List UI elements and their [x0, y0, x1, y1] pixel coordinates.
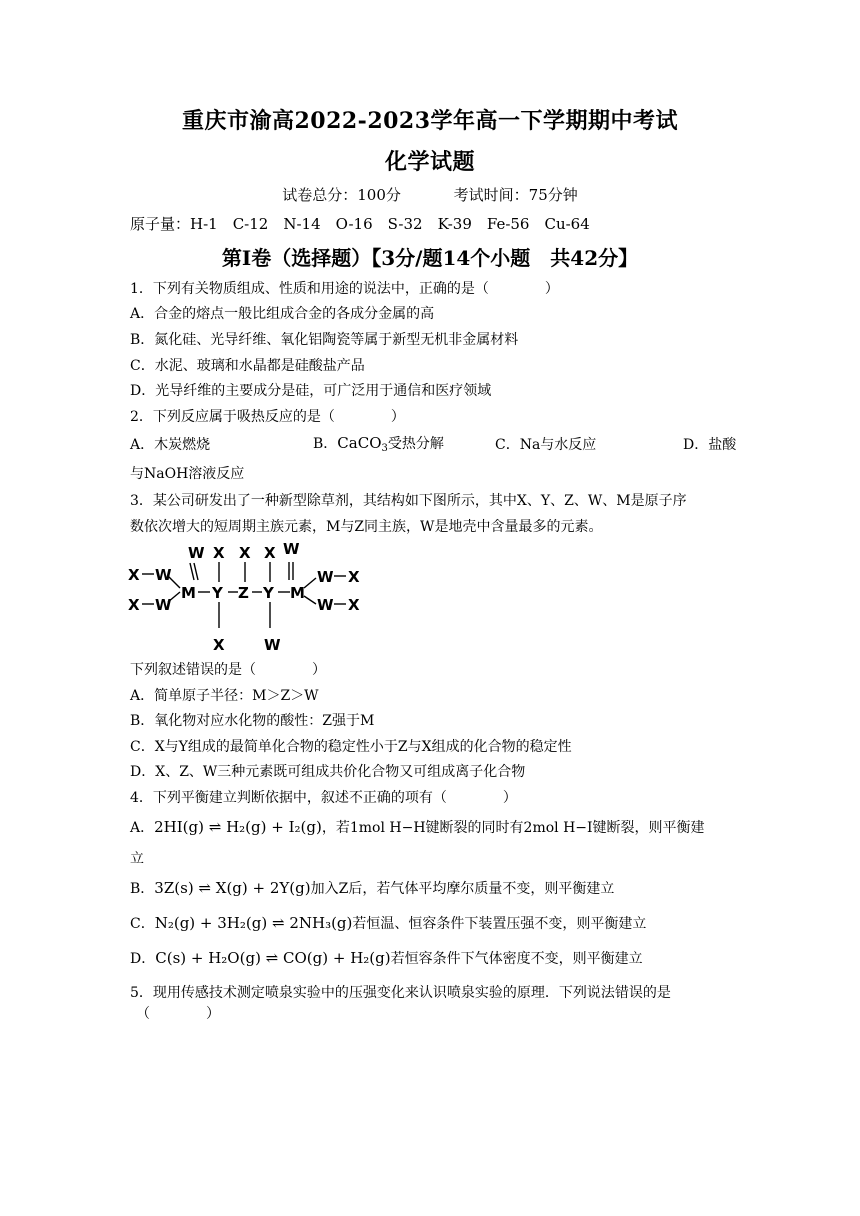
q2-stem: 2．下列反应属于吸热反应的是（ ）: [130, 409, 405, 425]
q3-option-d: D．X、Z、W三种元素既可组成共价化合物又可组成离子化合物: [130, 764, 526, 780]
q4-option-b: [130, 878, 614, 899]
atom-y: Y: [212, 584, 223, 602]
q5-blank: （ ）: [136, 1006, 220, 1022]
atom-x: W: [264, 636, 281, 654]
q2-option-b-subscript: 3: [381, 443, 388, 454]
atom-x: X: [264, 544, 276, 562]
q2-option-d: D．盐酸: [683, 437, 737, 453]
atom-m: M: [181, 584, 196, 602]
q4-option-d-label: D．: [130, 951, 156, 967]
q3-option-b: B．氧化物对应水化物的酸性：Z强于M: [130, 713, 375, 729]
q4-option-d-equation: C(s) + H₂O(g) ⇌ CO(g) + H₂(g): [155, 949, 391, 967]
q4-option-a-equation: 2HI(g) ⇌ H₂(g) + I₂(g): [154, 818, 322, 836]
q1-option-d: D．光导纤维的主要成分是硅，可广泛用于通信和医疗领域: [130, 383, 492, 399]
exam-info: [0, 184, 860, 205]
q4-option-b-text: 加入Z后，若气体平均摩尔质量不变，则平衡建立: [310, 881, 615, 897]
q4-option-b-equation: 3Z(s) ⇌ X(g) + 2Y(g): [154, 879, 311, 897]
q4-option-c-text: 若恒温、恒容条件下装置压强不变，则平衡建立: [352, 916, 647, 932]
atom-x: X: [128, 566, 140, 584]
exam-time: 考试时间：75分钟: [453, 186, 578, 204]
q4-option-d: [130, 948, 643, 969]
atom-y: Y: [263, 584, 274, 602]
q2-option-a: A．木炭燃烧: [130, 437, 211, 453]
page-title: 重庆市渝高2022-2023学年高一下学期期中考试: [181, 108, 679, 134]
atom-x: X: [128, 596, 140, 614]
q2-option-b: [313, 433, 444, 459]
q3-option-a: A．简单原子半径：M＞Z＞W: [130, 688, 319, 704]
atom-w: W: [155, 596, 172, 614]
atom-w: W: [188, 544, 205, 562]
q4-option-c: [130, 913, 646, 934]
atom-w: W: [317, 596, 334, 614]
total-score: 试卷总分：100分: [282, 186, 401, 204]
q4-option-a-text: ，若1mol H−H键断裂的同时有2mol H−I键断裂，则平衡建: [321, 820, 705, 836]
section-heading: 第Ⅰ卷（选择题）【3分/题14个小题 共42分】: [221, 246, 639, 270]
q1-option-c: C．水泥、玻璃和水晶都是硅酸盐产品: [130, 358, 365, 374]
atom-w: W: [283, 540, 300, 558]
page-subtitle: 化学试题: [384, 149, 475, 175]
q3-option-c: C．X与Y组成的最简单化合物的稳定性小于Z与X组成的化合物的稳定性: [130, 739, 572, 755]
q3-prompt: 下列叙述错误的是（ ）: [130, 662, 326, 678]
q3-stem-line1: 3．某公司研发出了一种新型除草剂，其结构如下图所示，其中X、Y、Z、W、M是原子序: [130, 493, 687, 509]
q1-option-a: A．合金的熔点一般比组成合金的各成分金属的高: [130, 306, 435, 322]
atom-x: X: [213, 544, 225, 562]
q1-option-b: B．氮化硅、光导纤维、氧化铝陶瓷等属于新型无机非金属材料: [130, 332, 519, 348]
structure-diagram: [128, 540, 364, 656]
q4-option-b-label: B．: [130, 881, 155, 897]
q2-option-b-label: B．: [313, 436, 338, 452]
atom-m: M: [290, 584, 305, 602]
q4-option-c-label: C．: [130, 916, 155, 932]
q4-stem: 4．下列平衡建立判断依据中，叙述不正确的项有（ ）: [130, 790, 517, 806]
atom-x: X: [213, 636, 225, 654]
atom-w: W: [317, 568, 334, 586]
atom-w: W: [155, 566, 172, 584]
atomic-masses: 原子量：H-1 C-12 N-14 O-16 S-32 K-39 Fe-56 Cu-64: [130, 215, 590, 233]
q4-option-a-continued: 立: [130, 851, 144, 867]
atom-z: Z: [238, 584, 249, 602]
q5-stem: 5．现用传感技术测定喷泉实验中的压强变化来认识喷泉实验的原理．下列说法错误的是: [130, 985, 671, 1001]
q2-option-c: C．Na与水反应: [495, 437, 597, 453]
atom-x: X: [348, 596, 360, 614]
atom-x: X: [348, 568, 360, 586]
q2-option-b-formula: CaCO: [337, 434, 382, 452]
q4-option-a: [130, 817, 705, 838]
q2-option-b-text: 受热分解: [387, 436, 444, 452]
q4-option-d-text: 若恒容条件下气体密度不变，则平衡建立: [390, 951, 643, 967]
q2-option-d-continued: 与NaOH溶液反应: [130, 466, 245, 482]
q4-option-c-equation: N₂(g) + 3H₂(g) ⇌ 2NH₃(g): [154, 914, 353, 932]
q4-option-a-label: A．: [130, 820, 155, 836]
atom-x: X: [239, 544, 251, 562]
q3-stem-line2: 数依次增大的短周期主族元素，M与Z同主族，W是地壳中含量最多的元素。: [130, 519, 603, 535]
q1-stem: 1．下列有关物质组成、性质和用途的说法中，正确的是（ ）: [130, 281, 559, 297]
